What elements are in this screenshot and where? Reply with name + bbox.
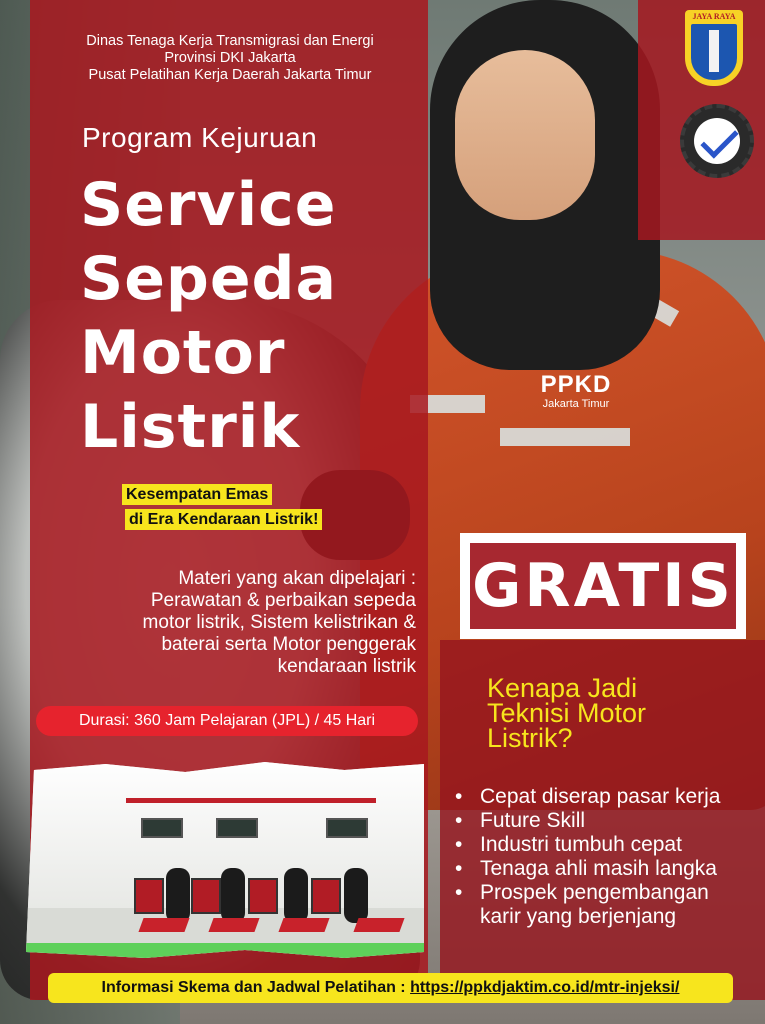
why-heading-line: Listrik? (487, 723, 573, 753)
logo-banner: JAYA RAYA (692, 12, 736, 21)
ceiling-rail (126, 798, 376, 803)
workshop-window (141, 818, 183, 838)
materi-line: kendaraan listrik (277, 656, 416, 677)
org-line: Provinsi DKI Jakarta (164, 50, 296, 66)
reasons-list (455, 785, 745, 929)
tool-cabinet (311, 878, 341, 914)
highlight-line: di Era Kendaraan Listrik! (125, 509, 322, 530)
uniform-patch (530, 372, 622, 432)
motorcycle-lift (278, 918, 329, 932)
title-line: Sepeda (80, 244, 337, 314)
motorcycle-lift (208, 918, 259, 932)
why-heading-line: Teknisi Motor (487, 698, 647, 728)
footer-link[interactable]: https://ppkdjaktim.co.id/mtr-injeksi/ (410, 979, 680, 996)
org-line: Pusat Pelatihan Kerja Daerah Jakarta Timur (88, 67, 372, 83)
program-label: Program Kejuruan (82, 122, 318, 153)
duration-badge: Durasi: 360 Jam Pelajaran (JPL) / 45 Hari (36, 706, 418, 736)
title-line: Motor (80, 318, 286, 388)
materi-text (58, 568, 416, 678)
patch-location: Jakarta Timur (542, 398, 610, 410)
monas-icon (709, 30, 719, 72)
technician-face-image (455, 50, 595, 220)
motorcycle-lift (353, 918, 404, 932)
materi-line: Materi yang akan dipelajari : (178, 568, 416, 589)
footer-label: Informasi Skema dan Jadwal Pelatihan : (101, 979, 411, 996)
materi-line: motor listrik, Sistem kelistrikan & (142, 612, 416, 633)
tool-cabinet (248, 878, 278, 914)
materi-line: Perawatan & perbaikan sepeda (150, 590, 416, 611)
ppkd-gear-logo (680, 104, 754, 178)
reason-item: • Prospek pengembangan karir yang berjenjang (455, 881, 745, 929)
organization-header (40, 33, 420, 84)
workshop-motorcycle (344, 868, 368, 923)
org-line: Dinas Tenaga Kerja Transmigrasi dan Energi (86, 33, 374, 49)
reason-item: • Cepat diserap pasar kerja (455, 785, 745, 809)
info-footer (48, 973, 733, 1003)
workshop-motorcycle (284, 868, 308, 923)
title-line: Service (80, 170, 337, 240)
workshop-motorcycle (166, 868, 190, 923)
workshop-window (326, 818, 368, 838)
patch-brand: PPKD (540, 371, 612, 398)
tool-cabinet (191, 878, 221, 914)
reason-item: • Tenaga ahli masih langka (455, 857, 745, 881)
jakarta-emblem-logo (685, 10, 743, 86)
why-heading-line: Kenapa Jadi (487, 673, 638, 703)
why-heading (487, 673, 647, 753)
workshop-motorcycle (221, 868, 245, 923)
motorcycle-lift (138, 918, 189, 932)
tool-cabinet (134, 878, 164, 914)
reason-item: • Industri tumbuh cepat (455, 833, 745, 857)
highlight-line: Kesempatan Emas (122, 484, 272, 505)
reason-item: • Future Skill (455, 809, 745, 833)
title-line: Listrik (80, 392, 301, 462)
materi-line: baterai serta Motor penggerak (161, 634, 416, 655)
program-title (80, 168, 337, 464)
workshop-window (216, 818, 258, 838)
workshop-photo (26, 758, 424, 958)
gratis-label: GRATIS (472, 551, 734, 621)
